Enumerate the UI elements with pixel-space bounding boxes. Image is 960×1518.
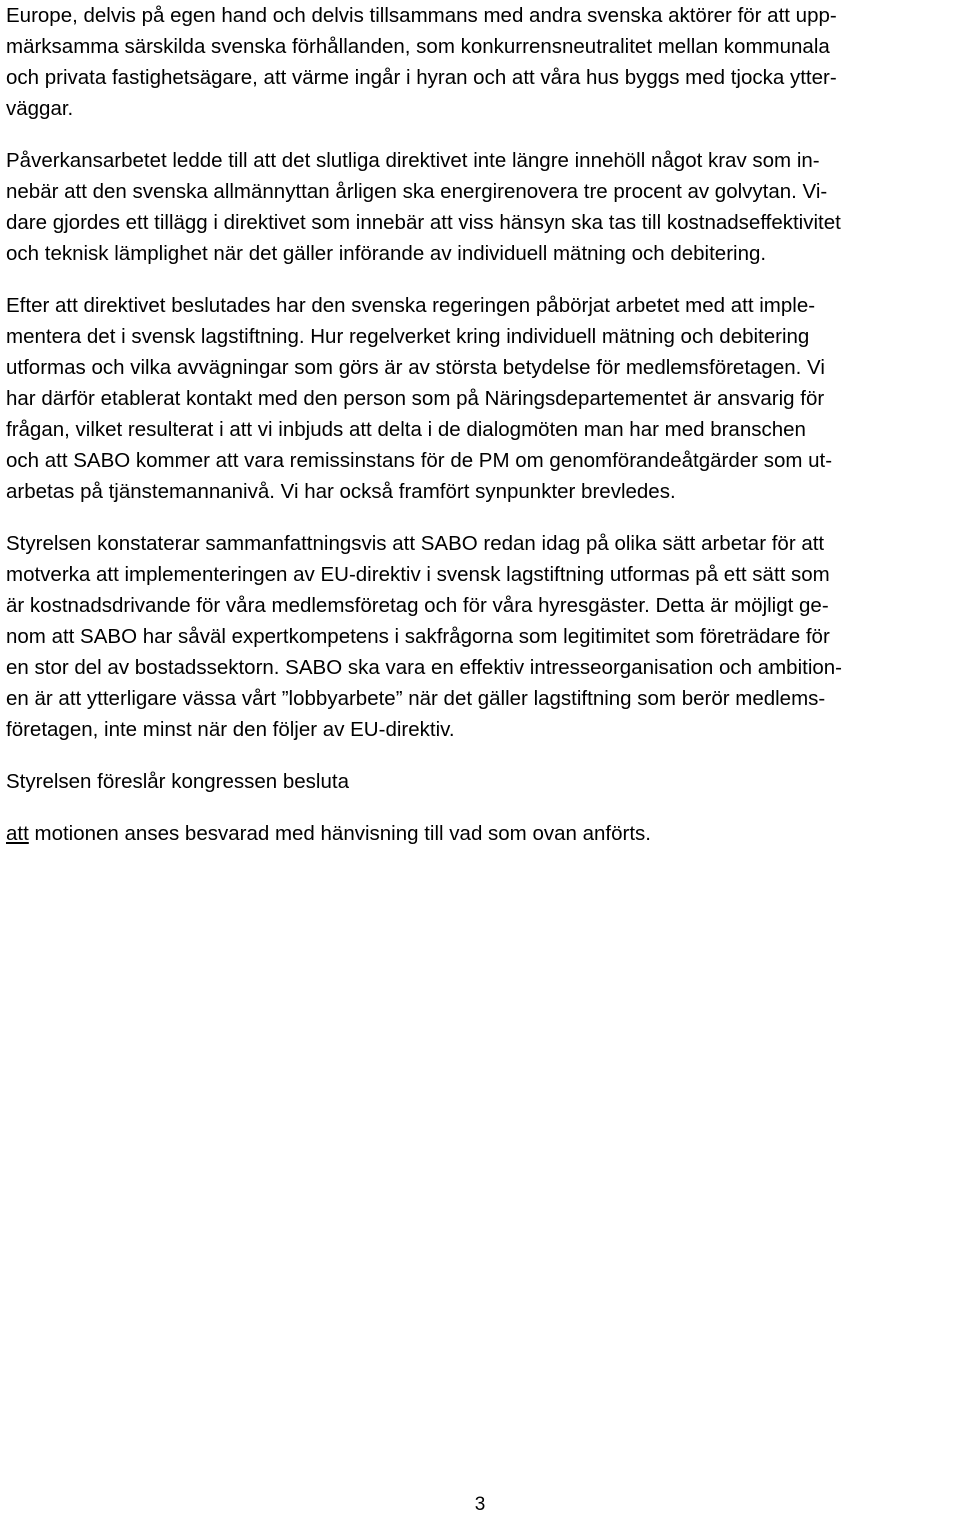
text-line: företagen, inte minst när den följer av EU-direktiv. [6,718,455,741]
proposal-heading-text: Styrelsen föreslår kongressen besluta [6,770,349,793]
text-line: Påverkansarbetet ledde till att det slutliga direktivet inte längre innehöll något krav som in- [6,149,820,172]
text-line: nom att SABO har såväl expertkompetens i sakfrågorna som legitimitet som företrädare för [6,625,830,648]
text-line: har därför etablerat kontakt med den person som på Näringsdepartementet är ansvarig för [6,387,825,410]
text-line: motverka att implementeringen av EU-direktiv i svensk lagstiftning utformas på ett sätt som [6,563,830,586]
decision-line [6,818,956,849]
text-line: är kostnadsdrivande för våra medlemsföretag och för våra hyresgäster. Detta är möjligt ge- [6,594,829,617]
text-line: arbetas på tjänstemannanivå. Vi har också framfört synpunkter brevledes. [6,480,676,503]
page-number: 3 [474,1494,486,1515]
text-line: märksamma särskilda svenska förhållanden, som konkurrensneutralitet mellan kommunala [6,35,830,58]
text-line: väggar. [6,97,74,120]
text-line: och privata fastighetsägare, att värme ingår i hyran och att våra hus byggs med tjocka ytter- [6,66,837,89]
proposal-heading [6,766,956,797]
text-line: nebär att den svenska allmännyttan årligen ska energirenovera tre procent av golvytan. Vi- [6,180,828,203]
text-line: Efter att direktivet beslutades har den svenska regeringen påbörjat arbetet med att imple- [6,294,816,317]
decision-body: motionen anses besvarad med hänvisning till vad som ovan anförts. [28,822,651,845]
text-line: utformas och vilka avvägningar som görs är av största betydelse för medlemsföretagen. Vi [6,356,825,379]
decision-keyword: att [6,822,29,845]
text-line: mentera det i svensk lagstiftning. Hur regelverket kring individuell mätning och debitering [6,325,810,348]
paragraph-2 [6,145,956,269]
text-line: Styrelsen konstaterar sammanfattningsvis att SABO redan idag på olika sätt arbetar för att [6,532,825,555]
paragraph-1 [6,0,956,124]
paragraph-4 [6,528,956,745]
text-line: frågan, vilket resulterat i att vi inbjuds att delta i de dialogmöten man har med branschen [6,418,806,441]
text-line: Europe, delvis på egen hand och delvis tillsammans med andra svenska aktörer för att upp- [6,4,837,27]
text-line: och att SABO kommer att vara remissinstans för de PM om genomförandeåtgärder som ut- [6,449,833,472]
text-line: en är att ytterligare vässa vårt ”lobbyarbete” när det gäller lagstiftning som berör medlems- [6,687,826,710]
text-line: en stor del av bostadssektorn. SABO ska vara en effektiv intresseorganisation och ambition- [6,656,843,679]
paragraph-3 [6,290,956,507]
text-line: och teknisk lämplighet när det gäller införande av individuell mätning och debitering. [6,242,767,265]
text-line: dare gjordes ett tillägg i direktivet som innebär att viss hänsyn ska tas till kostnadseffektivitet [6,211,841,234]
document-body [6,0,956,849]
decision-text [6,818,956,849]
